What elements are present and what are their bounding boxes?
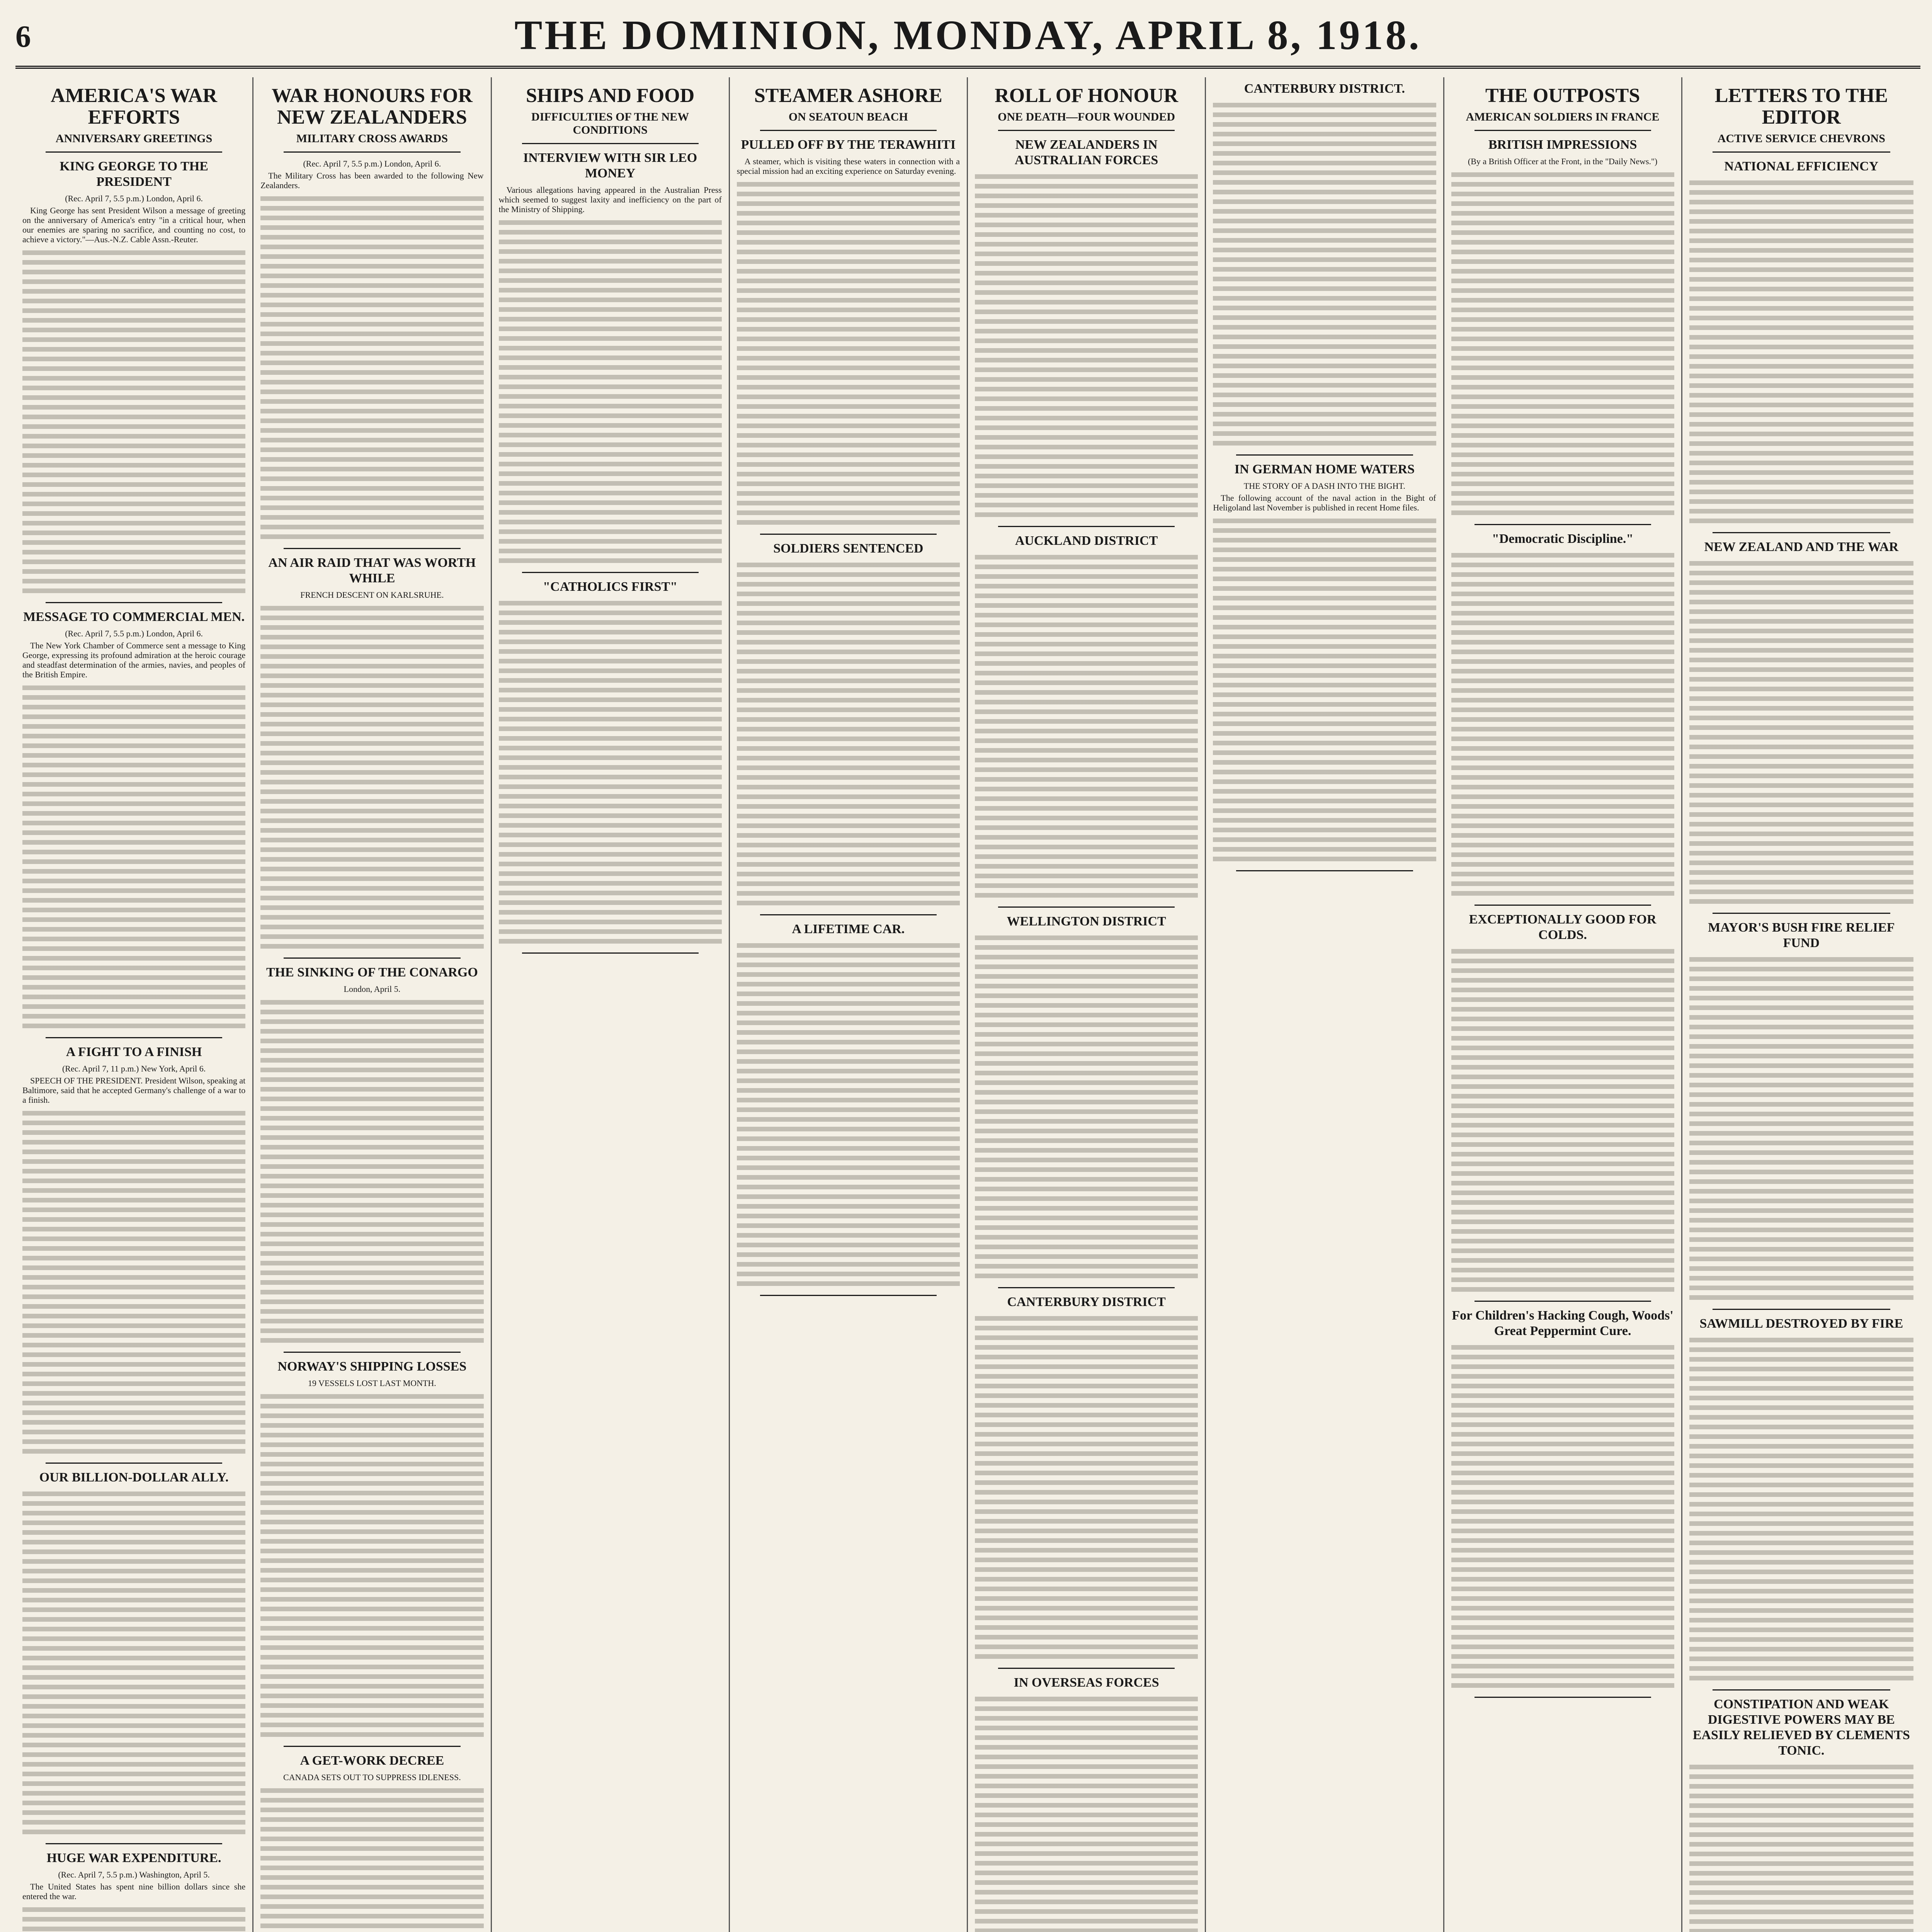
body-text-block xyxy=(22,1109,245,1456)
body-text-block xyxy=(1689,955,1913,1303)
divider xyxy=(284,151,460,153)
body-text-block xyxy=(1689,559,1913,906)
body-text-block xyxy=(975,1694,1198,1932)
divider xyxy=(46,1037,222,1038)
divider xyxy=(1236,870,1413,871)
divider xyxy=(1475,130,1651,131)
article-headline: BRITISH IMPRESSIONS xyxy=(1488,138,1637,152)
divider xyxy=(284,1746,460,1747)
article-headline: MAYOR'S BUSH FIRE RELIEF FUND xyxy=(1708,920,1895,950)
column-3 xyxy=(492,77,730,1932)
article-dateline: London, April 5. xyxy=(344,984,401,994)
divider xyxy=(284,1352,460,1353)
article-headline: "Democratic Discipline." xyxy=(1492,532,1634,546)
article-headline: AN AIR RAID THAT WAS WORTH WHILE xyxy=(268,556,476,585)
article-headline: SAWMILL DESTROYED BY FIRE xyxy=(1699,1316,1903,1331)
article-body: King George has sent President Wilson a message of greeting on the anniversary of America's entry "in a critical hour, when our enemies are sparing no sacrifice, and counting no cost, to achieve a victory."—Aus.-N.Z. Cable Assn.-Reuter. xyxy=(22,206,246,244)
article-body: SPEECH OF THE PRESIDENT. President Wilson, speaking at Baltimore, said that he accepted Germany's challenge of a war to a finish. xyxy=(22,1076,246,1105)
columns xyxy=(15,77,1920,1932)
column-heading: THE OUTPOSTS xyxy=(1485,85,1640,107)
article-dateline: (Rec. April 7, 5.5 p.m.) Washington, April 5. xyxy=(58,1870,210,1879)
article-dateline: (Rec. April 7, 5.5 p.m.) London, April 6. xyxy=(65,194,203,203)
body-text-block xyxy=(1451,551,1674,898)
divider xyxy=(1713,1309,1890,1310)
divider xyxy=(1713,532,1890,533)
article-dateline: THE STORY OF A DASH INTO THE BIGHT. xyxy=(1243,481,1405,491)
body-text-block xyxy=(975,933,1198,1281)
divider xyxy=(46,151,222,153)
article-headline: NORWAY'S SHIPPING LOSSES xyxy=(277,1359,467,1374)
article-headline: THE SINKING OF THE CONARGO xyxy=(266,965,478,980)
body-text-block xyxy=(260,1392,483,1740)
column-heading: ROLL OF HONOUR xyxy=(995,85,1179,107)
body-text-block xyxy=(499,599,722,946)
body-text-block xyxy=(737,180,960,527)
divider xyxy=(998,1287,1175,1288)
divider xyxy=(284,957,460,959)
body-text-block xyxy=(975,172,1198,520)
divider xyxy=(1475,905,1651,906)
article-headline: AUCKLAND DISTRICT xyxy=(1015,534,1158,548)
article-headline: CONSTIPATION AND WEAK DIGESTIVE POWERS MAY BE EASILY RELIEVED BY CLEMENTS TONIC. xyxy=(1692,1697,1910,1758)
column-subheading: ON SEATOUN BEACH xyxy=(788,111,908,123)
body-text-block xyxy=(1689,1335,1913,1683)
article-headline: A FIGHT TO A FINISH xyxy=(66,1045,202,1059)
column-7 xyxy=(1444,77,1682,1932)
article-dateline: (Rec. April 7, 11 p.m.) New York, April 6. xyxy=(62,1064,206,1073)
divider xyxy=(1475,1301,1651,1302)
divider xyxy=(1236,454,1413,456)
body-text-block xyxy=(260,604,483,951)
article-headline: HUGE WAR EXPENDITURE. xyxy=(46,1851,221,1865)
article-headline: IN GERMAN HOME WATERS xyxy=(1234,462,1415,476)
masthead xyxy=(15,8,1920,69)
column-heading: AMERICA'S WAR EFFORTS xyxy=(51,85,218,128)
article-body: The following account of the naval action in the Bight of Heligoland last November is published in recent Home files. xyxy=(1213,493,1436,512)
column-subheading: AMERICAN SOLDIERS IN FRANCE xyxy=(1466,111,1660,123)
column-heading: WAR HONOURS FOR NEW ZEALANDERS xyxy=(271,85,473,128)
body-text-block xyxy=(260,998,483,1345)
article-headline: CANTERBURY DISTRICT xyxy=(1007,1295,1166,1309)
divider xyxy=(1475,524,1651,525)
body-text-block xyxy=(1689,1762,1913,1932)
article-body: The Military Cross has been awarded to the following New Zealanders. xyxy=(260,171,484,190)
column-5 xyxy=(968,77,1206,1932)
article-headline: IN OVERSEAS FORCES xyxy=(1014,1675,1159,1690)
article-dateline: FRENCH DESCENT ON KARLSRUHE. xyxy=(300,590,444,600)
divider xyxy=(522,572,699,573)
divider xyxy=(1713,1689,1890,1690)
article-headline: WELLINGTON DISTRICT xyxy=(1007,914,1166,929)
article-dateline: CANADA SETS OUT TO SUPPRESS IDLENESS. xyxy=(283,1772,461,1782)
divider xyxy=(46,1843,222,1844)
divider xyxy=(1475,1697,1651,1698)
divider xyxy=(998,1668,1175,1669)
body-text-block xyxy=(737,560,960,908)
column-subheading: ACTIVE SERVICE CHEVRONS xyxy=(1717,132,1885,145)
article-headline: For Children's Hacking Cough, Woods' Great Peppermint Cure. xyxy=(1452,1308,1673,1338)
divider xyxy=(760,534,937,535)
column-subheading: DIFFICULTIES OF THE NEW CONDITIONS xyxy=(531,111,689,136)
article-headline: KING GEORGE TO THE PRESIDENT xyxy=(60,159,208,189)
body-text-block xyxy=(260,1786,483,1932)
body-text-block xyxy=(1451,947,1674,1294)
divider xyxy=(522,952,699,954)
body-text-block xyxy=(22,248,245,596)
divider xyxy=(1713,913,1890,914)
column-heading: SHIPS AND FOOD xyxy=(526,85,695,107)
page-number: 6 xyxy=(15,20,31,54)
body-text-block xyxy=(1213,516,1436,864)
column-4 xyxy=(730,77,968,1932)
body-text-block xyxy=(1451,1343,1674,1690)
article-headline: SOLDIERS SENTENCED xyxy=(773,541,923,556)
article-headline: CANTERBURY DISTRICT. xyxy=(1244,82,1405,96)
body-text-block xyxy=(260,194,483,542)
column-subheading: ANNIVERSARY GREETINGS xyxy=(55,132,213,145)
divider xyxy=(522,143,699,144)
article-headline: INTERVIEW WITH SIR LEO MONEY xyxy=(523,151,697,180)
divider xyxy=(284,548,460,549)
body-text-block xyxy=(22,1905,245,1932)
divider xyxy=(760,914,937,915)
column-subheading: ONE DEATH—FOUR WOUNDED xyxy=(998,111,1175,123)
article-headline: OUR BILLION-DOLLAR ALLY. xyxy=(39,1470,229,1485)
body-text-block xyxy=(22,683,245,1031)
column-heading: STEAMER ASHORE xyxy=(754,85,942,107)
body-text-block xyxy=(1213,100,1436,448)
article-body: The New York Chamber of Commerce sent a message to King George, expressing its profound admiration at the heroic courage and steadfast determination of the armies, navies, and peoples of the British Empire. xyxy=(22,641,246,679)
body-text-block xyxy=(22,1489,245,1837)
divider xyxy=(998,906,1175,908)
divider xyxy=(46,602,222,603)
article-headline: NEW ZEALANDERS IN AUSTRALIAN FORCES xyxy=(1015,138,1158,167)
body-text-block xyxy=(975,1314,1198,1662)
divider xyxy=(998,526,1175,527)
divider xyxy=(760,1295,937,1296)
article-headline: NATIONAL EFFICIENCY xyxy=(1724,159,1879,173)
article-body: Various allegations having appeared in the Australian Press which seemed to suggest laxity and inefficiency on the part of the Ministry of Shipping. xyxy=(498,185,722,214)
divider xyxy=(46,1463,222,1464)
article-dateline: (Rec. April 7, 5.5 p.m.) London, April 6. xyxy=(65,629,203,638)
article-dateline: (By a British Officer at the Front, in the "Daily News.") xyxy=(1468,156,1658,166)
article-headline: EXCEPTIONALLY GOOD FOR COLDS. xyxy=(1469,912,1656,942)
column-1 xyxy=(15,77,253,1932)
body-text-block xyxy=(975,553,1198,900)
masthead-title: THE DOMINION, MONDAY, APRIL 8, 1918. xyxy=(514,12,1422,58)
article-dateline: 19 VESSELS LOST LAST MONTH. xyxy=(308,1378,436,1388)
article-headline: PULLED OFF BY THE TERAWHITI xyxy=(741,138,956,152)
article-body: The United States has spent nine billion dollars since she entered the war. xyxy=(22,1882,246,1901)
article-headline: A GET-WORK DECREE xyxy=(300,1753,444,1768)
article-headline: NEW ZEALAND AND THE WAR xyxy=(1704,540,1899,554)
body-text-block xyxy=(499,218,722,566)
article-body: A steamer, which is visiting these waters in connection with a special mission had an exciting experience on Saturday evening. xyxy=(736,156,960,176)
body-text-block xyxy=(1689,178,1913,526)
article-headline: A LIFETIME CAR. xyxy=(792,922,905,936)
body-text-block xyxy=(737,941,960,1289)
divider xyxy=(760,130,937,131)
article-dateline: (Rec. April 7, 5.5 p.m.) London, April 6. xyxy=(303,159,441,168)
divider xyxy=(998,130,1175,131)
article-headline: MESSAGE TO COMMERCIAL MEN. xyxy=(23,610,245,624)
column-6 xyxy=(1206,77,1444,1932)
column-subheading: MILITARY CROSS AWARDS xyxy=(296,132,448,145)
column-heading: LETTERS TO THE EDITOR xyxy=(1714,85,1888,128)
column-8 xyxy=(1682,77,1920,1932)
column-2 xyxy=(253,77,492,1932)
body-text-block xyxy=(1451,170,1674,518)
article-headline: "CATHOLICS FIRST" xyxy=(543,580,678,594)
divider xyxy=(1713,151,1890,153)
